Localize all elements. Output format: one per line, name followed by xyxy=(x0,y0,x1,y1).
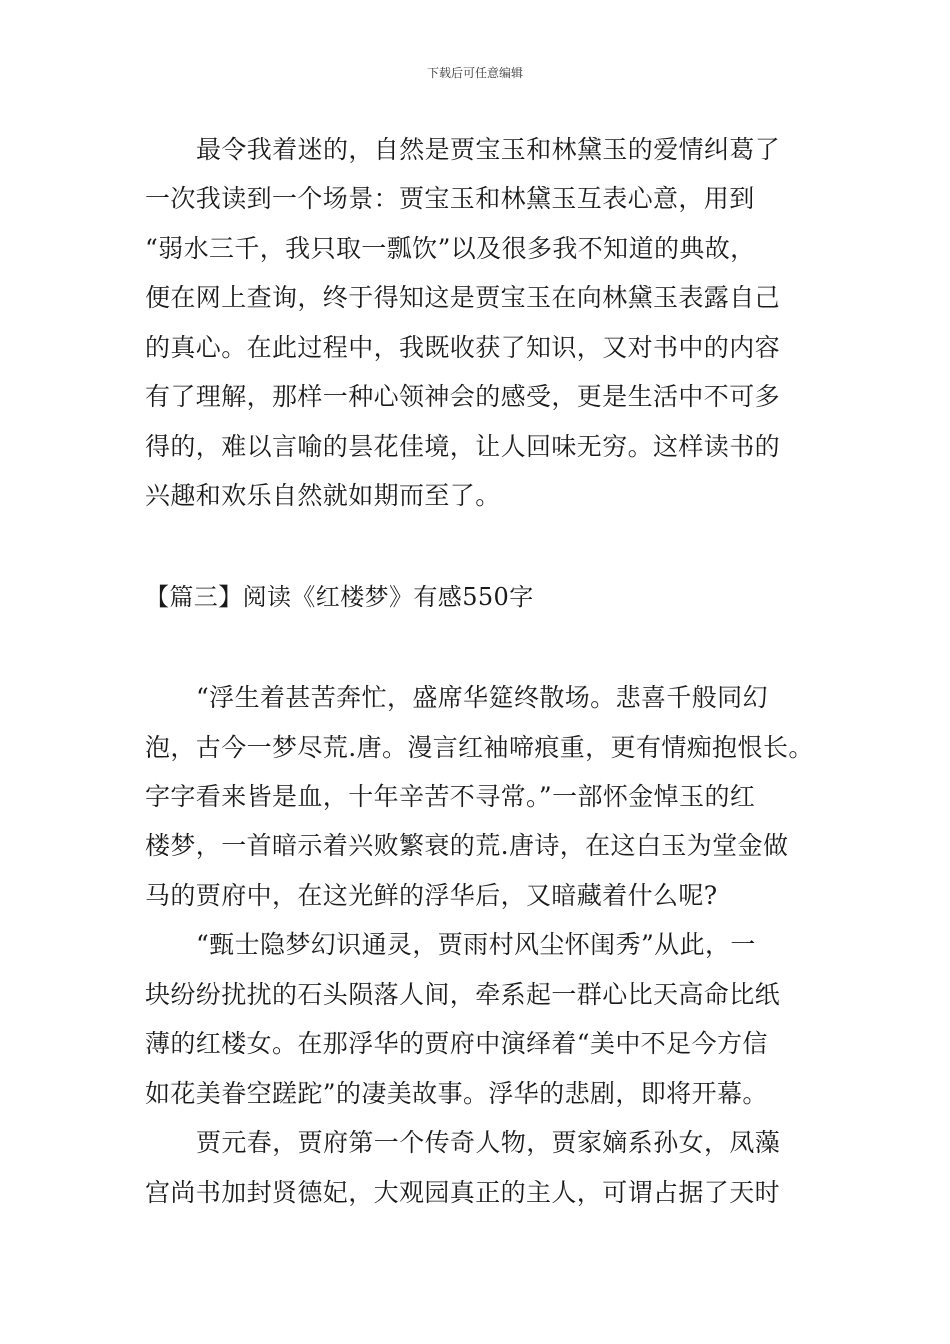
paragraph-line: 最令我着迷的，自然是贾宝玉和林黛玉的爱情纠葛了 xyxy=(196,135,781,164)
page-header-note: 下载后可任意编辑 xyxy=(426,66,523,80)
paragraph-line: 字字看来皆是血，十年辛苦不寻常。”一部怀金悼玉的红 xyxy=(145,782,756,811)
paragraph-line: 宫尚书加封贤德妃，大观园真正的主人，可谓占据了天时 xyxy=(145,1178,781,1207)
paragraph-line: 得的，难以言喻的昙花佳境，让人回味无穷。这样读书的 xyxy=(145,432,781,461)
paragraph-line: 贾元春，贾府第一个传奇人物，贾家嫡系孙女，凤藻 xyxy=(196,1128,781,1157)
paragraph-line: 的真心。在此过程中，我既收获了知识，又对书中的内容 xyxy=(145,333,781,362)
paragraph-line: 马的贾府中，在这光鲜的浮华后，又暗藏着什么呢? xyxy=(145,881,718,910)
paragraph-line: 一次我读到一个场景：贾宝玉和林黛玉互表心意，用到 xyxy=(145,184,755,213)
paragraph-line: 兴趣和欢乐自然就如期而至了。 xyxy=(145,481,501,510)
paragraph-line: 便在网上查询，终于得知这是贾宝玉在向林黛玉表露自己 xyxy=(145,283,781,312)
paragraph-line: “弱水三千，我只取一瓢饮”以及很多我不知道的典故， xyxy=(145,234,756,263)
section-heading: 【篇三】阅读《红楼梦》有感550字 xyxy=(145,583,534,611)
paragraph-line: 块纷纷扰扰的石头陨落人间，牵系起一群心比天高命比纸 xyxy=(145,980,781,1009)
paragraph-line: 有了理解，那样一种心领神会的感受，更是生活中不可多 xyxy=(145,382,781,411)
paragraph-line: 薄的红楼女。在那浮华的贾府中演绎着“美中不足今方信 xyxy=(145,1029,768,1058)
paragraph-line: “浮生着甚苦奔忙，盛席华筵终散场。悲喜千般同幻 xyxy=(196,683,768,712)
paragraph-line: 如花美眷空蹉跎”的凄美故事。浮华的悲剧，即将开幕。 xyxy=(145,1079,768,1108)
paragraph-line: 泡，古今一梦尽荒.唐。漫言红袖啼痕重，更有情痴抱恨长。 xyxy=(145,733,814,762)
paragraph-line: “甄士隐梦幻识通灵，贾雨村风尘怀闺秀”从此，一 xyxy=(196,930,756,959)
paragraph-line: 楼梦，一首暗示着兴败繁衰的荒.唐诗，在这白玉为堂金做 xyxy=(145,831,789,860)
